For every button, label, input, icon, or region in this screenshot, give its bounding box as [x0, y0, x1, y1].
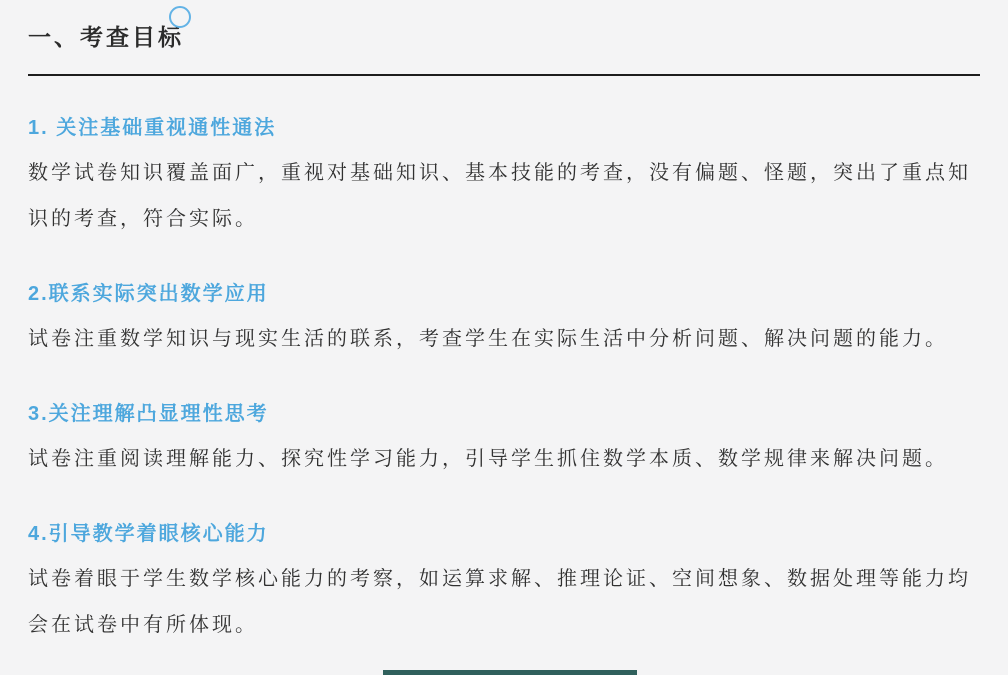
section-4-body: 试卷着眼于学生数学核心能力的考察，如运算求解、推理论证、空间想象、数据处理等能力均会在试卷中有所体现。	[28, 568, 971, 636]
section-rational-thinking	[28, 400, 980, 482]
section-2-heading: 2.联系实际突出数学应用	[28, 283, 269, 305]
section-4-heading: 4.引导教学着眼核心能力	[28, 523, 269, 545]
section-2-body: 试卷注重数学知识与现实生活的联系，考查学生在实际生活中分析问题、解决问题的能力。	[28, 328, 948, 350]
section-1-heading: 1. 关注基础重视通性通法	[28, 117, 277, 139]
section-1-body: 数学试卷知识覆盖面广，重视对基础知识、基本技能的考查，没有偏题、怪题，突出了重点知识的考查，符合实际。	[28, 162, 971, 230]
next-element-cutoff-bar	[383, 670, 637, 675]
title-divider	[28, 74, 980, 76]
page-title: 一、考查目标	[28, 24, 184, 50]
section-application	[28, 280, 980, 362]
section-basics	[28, 114, 980, 242]
section-core-ability	[28, 520, 980, 648]
section-3-body: 试卷注重阅读理解能力、探究性学习能力，引导学生抓住数学本质、数学规律来解决问题。	[28, 448, 948, 470]
section-3-heading: 3.关注理解凸显理性思考	[28, 403, 269, 425]
page-header	[28, 22, 980, 52]
circle-annotation-icon	[169, 6, 191, 28]
